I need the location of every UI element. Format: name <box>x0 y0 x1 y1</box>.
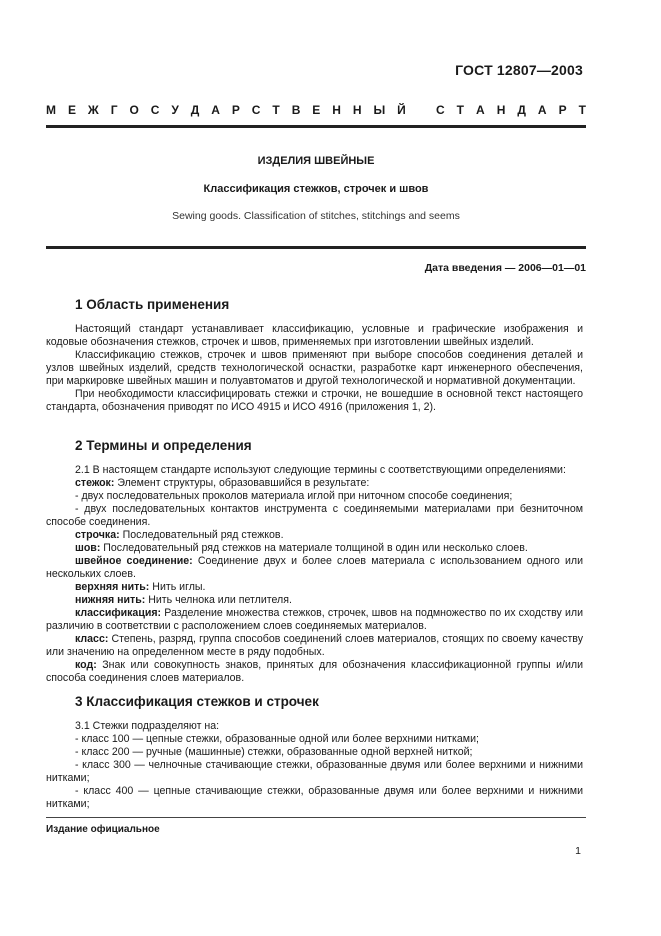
banner-letter: Р <box>558 103 567 117</box>
banner-letter: Ы <box>373 103 386 117</box>
list-item: - класс 100 — цепные стежки, образованные одной или более верхними нитками; <box>75 733 479 745</box>
banner-letter: Е <box>312 103 321 117</box>
definition: Степень, разряд, группа способов соединений слоев материалов, стоящих по своему качеству или значению на определенном месте в ряду подобных. <box>46 633 583 658</box>
definition-klass <box>46 633 583 659</box>
definition: Элемент структуры, образовавшийся в результате: <box>114 477 370 489</box>
definition-nizhnyaya <box>46 594 583 607</box>
page-number: 1 <box>575 845 581 857</box>
banner-letter: Т <box>456 103 465 117</box>
definition: Знак или совокупность знаков, принятых для обозначения классификационной группы и/или способа соединения слоев материалов. <box>46 659 583 684</box>
list-item: - двух последовательных контактов инструмента с соединяемыми материалами при безниточном способе соединения. <box>46 503 583 528</box>
banner-word-interstate <box>46 103 406 117</box>
banner-letter: С <box>150 103 160 117</box>
banner-letter: А <box>537 103 547 117</box>
banner-letter: Н <box>496 103 506 117</box>
banner-letter: Н <box>332 103 341 117</box>
paragraph: При необходимости классифицировать стежки и строчки, не вошедшие в основной текст настоящего стандарта, обозначения приводят по ИСО 4915 и ИСО 4916 (приложения 1, 2). <box>46 388 583 413</box>
list-item: - двух последовательных проколов материала иглой при ниточном способе соединения; <box>75 490 513 502</box>
paragraph: Настоящий стандарт устанавливает классификацию, условные и графические изображения и кодовые обозначения стежков, строчек и швов, применяемых при изготовлении швейных изделий. <box>46 323 583 348</box>
paragraph: 3.1 Стежки подразделяют на: <box>75 720 220 732</box>
banner-letter: Д <box>517 103 526 117</box>
definition-klassifikaciya <box>46 607 583 633</box>
definition: Соединение двух и более слоев материала с использованием одного или нескольких слоев. <box>46 555 583 580</box>
paragraph: Классификацию стежков, строчек и швов применяют при выборе способов соединения деталей и узлов швейных изделий, средств технологической оснастки, разработке карт инженерного обеспечения, при маркировке швейных машин и полуавтоматов и другой технологической и нормативной документации. <box>46 349 583 387</box>
definition: Последовательный ряд стежков. <box>119 529 284 541</box>
term: классификация: <box>75 607 162 619</box>
standard-code: ГОСТ 12807—2003 <box>455 62 583 78</box>
definition-strochka <box>46 529 583 542</box>
definition-stezhok <box>46 477 583 490</box>
list-item: - класс 300 — челночные стачивающие стежки, образованные двумя или более верхними и нижними нитками; <box>46 759 583 784</box>
term: код: <box>75 659 97 671</box>
term: класс: <box>75 633 109 645</box>
banner-letter: Ж <box>87 103 99 117</box>
banner-letter: Н <box>352 103 362 117</box>
section-1-heading: 1 Область применения <box>75 297 230 312</box>
banner-letter: Т <box>272 103 280 117</box>
paragraph: 2.1 В настоящем стандарте используют следующие термины с соответствующими определениями: <box>75 464 566 476</box>
banner-letter: Г <box>110 103 118 117</box>
banner-letter: А <box>476 103 485 117</box>
term: швейное соединение: <box>75 555 193 567</box>
definition: Разделение множества стежков, строчек, швов на подмножество по их сходству или различию в соответствии с расположением слоев соединяемых материалов. <box>46 607 583 632</box>
section-2-body <box>46 464 583 685</box>
document-title-english: Sewing goods. Classification of stitches, stitchings and seems <box>172 210 460 222</box>
banner-letter: Т <box>578 103 586 117</box>
document-subtitle: Классификация стежков, строчек и швов <box>203 183 429 195</box>
banner-letter: А <box>211 103 220 117</box>
term: нижняя нить: <box>75 594 146 606</box>
definition-shveinoe <box>46 555 583 581</box>
banner-letter: Е <box>67 103 76 117</box>
banner-letter: Й <box>397 103 406 117</box>
footer-rule <box>46 817 586 818</box>
term: верхняя нить: <box>75 581 150 593</box>
section-1-body <box>46 323 583 414</box>
term: шов: <box>75 542 101 554</box>
introduction-date: Дата введения — 2006—01—01 <box>424 262 586 274</box>
banner-letter: О <box>129 103 139 117</box>
banner-letter: С <box>436 103 445 117</box>
banner-letter: У <box>171 103 179 117</box>
banner-letter: Д <box>190 103 200 117</box>
section-2-heading: 2 Термины и определения <box>75 438 252 453</box>
definition: Нить челнока или петлителя. <box>145 594 292 606</box>
section-3-body <box>46 720 583 811</box>
definition: Последовательный ряд стежков на материале толщиной в один или несколько слоев. <box>100 542 528 554</box>
title-rule <box>46 246 586 249</box>
banner-letter: С <box>251 103 261 117</box>
interstate-standard-banner <box>46 103 586 117</box>
banner-letter: М <box>46 103 56 117</box>
document-title: ИЗДЕЛИЯ ШВЕЙНЫЕ <box>257 155 375 167</box>
banner-letter: В <box>291 103 301 117</box>
definition: Нить иглы. <box>149 581 206 593</box>
list-item: - класс 400 — цепные стачивающие стежки, образованные двумя или более верхними и нижними нитками; <box>46 785 583 810</box>
official-edition-label: Издание официальное <box>46 824 160 835</box>
banner-letter: Р <box>231 103 240 117</box>
header-rule <box>46 125 586 128</box>
definition-shov <box>46 542 583 555</box>
term: строчка: <box>75 529 120 541</box>
definition-kod <box>46 659 583 685</box>
term: стежок: <box>75 477 115 489</box>
banner-word-standard <box>436 103 586 117</box>
definition-verhnyaya <box>46 581 583 594</box>
section-3-heading: 3 Классификация стежков и строчек <box>75 694 319 709</box>
list-item: - класс 200 — ручные (машинные) стежки, образованные одной верхней ниткой; <box>75 746 473 758</box>
